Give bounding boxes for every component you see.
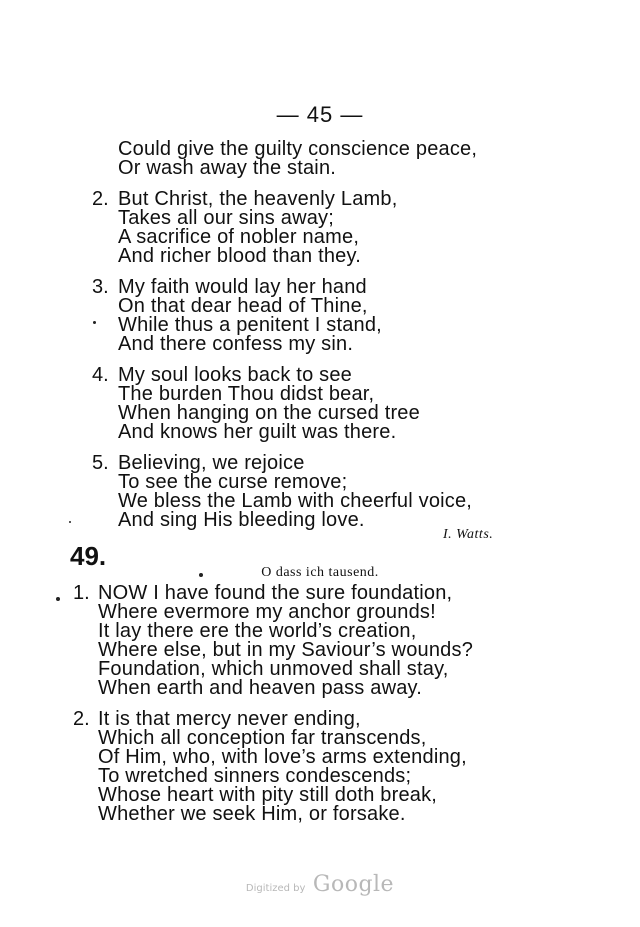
author-attribution: I. Watts. bbox=[443, 527, 494, 542]
verse-line: On that dear head of Thine, bbox=[118, 295, 368, 317]
verse-line: My soul looks back to see bbox=[118, 364, 352, 386]
verse-line: Whose heart with pity still doth break, bbox=[98, 784, 438, 806]
verse-line: NOW I have found the sure foundation, bbox=[98, 582, 453, 604]
verse-line: And there confess my sin. bbox=[118, 333, 354, 355]
ink-speck bbox=[56, 597, 60, 601]
verse-line: Where evermore my anchor grounds! bbox=[98, 601, 436, 623]
verse-line: When hanging on the cursed tree bbox=[118, 402, 420, 424]
verse-line: When earth and heaven pass away. bbox=[98, 677, 423, 699]
verse-line: Takes all our sins away; bbox=[118, 207, 335, 229]
verse-line: A sacrifice of nobler name, bbox=[118, 226, 360, 248]
stanza-number: 4. bbox=[92, 364, 109, 386]
verse-line: And sing His bleeding love. bbox=[118, 509, 365, 531]
watermark-prefix: Digitized by bbox=[245, 883, 306, 894]
verse-line: While thus a penitent I stand, bbox=[118, 314, 382, 336]
verse-line: Whether we seek Him, or forsake. bbox=[98, 803, 406, 825]
continuation-line: Could give the guilty conscience peace, bbox=[118, 138, 478, 160]
verse-line: Of Him, who, with love’s arms extending, bbox=[98, 746, 467, 768]
digitized-watermark bbox=[0, 872, 640, 897]
verse-line: It is that mercy never ending, bbox=[98, 708, 361, 730]
stanza-number: 3. bbox=[92, 276, 109, 298]
hymn-number: 49. bbox=[70, 541, 107, 571]
stanza-number: 2. bbox=[92, 188, 109, 210]
page-number: — 45 — bbox=[276, 102, 364, 127]
stanza-number: 1. bbox=[73, 582, 90, 604]
ink-speck bbox=[69, 521, 71, 523]
verse-line: Foundation, which unmoved shall stay, bbox=[98, 658, 449, 680]
verse-line: To wretched sinners condescends; bbox=[98, 765, 412, 787]
verse-line: But Christ, the heavenly Lamb, bbox=[118, 188, 398, 210]
tune-name: O dass ich tausend. bbox=[261, 565, 379, 580]
verse-line: We bless the Lamb with cheerful voice, bbox=[118, 490, 473, 512]
stanza-number: 2. bbox=[73, 708, 90, 730]
verse-line: And richer blood than they. bbox=[118, 245, 361, 267]
verse-line: Where else, but in my Saviour’s wounds? bbox=[98, 639, 474, 661]
stanza-number: 5. bbox=[92, 452, 109, 474]
verse-line: Which all conception far transcends, bbox=[98, 727, 427, 749]
ink-speck bbox=[93, 321, 96, 324]
verse-line: My faith would lay her hand bbox=[118, 276, 367, 298]
continuation-line: Or wash away the stain. bbox=[118, 157, 337, 179]
watermark-brand: Google bbox=[312, 872, 395, 897]
verse-line: The burden Thou didst bear, bbox=[118, 383, 375, 405]
verse-line: It lay there ere the world’s creation, bbox=[98, 620, 417, 642]
verse-line: Believing, we rejoice bbox=[118, 452, 305, 474]
ink-speck bbox=[199, 573, 203, 577]
verse-line: And knows her guilt was there. bbox=[118, 421, 397, 443]
verse-line: To see the curse remove; bbox=[118, 471, 348, 493]
